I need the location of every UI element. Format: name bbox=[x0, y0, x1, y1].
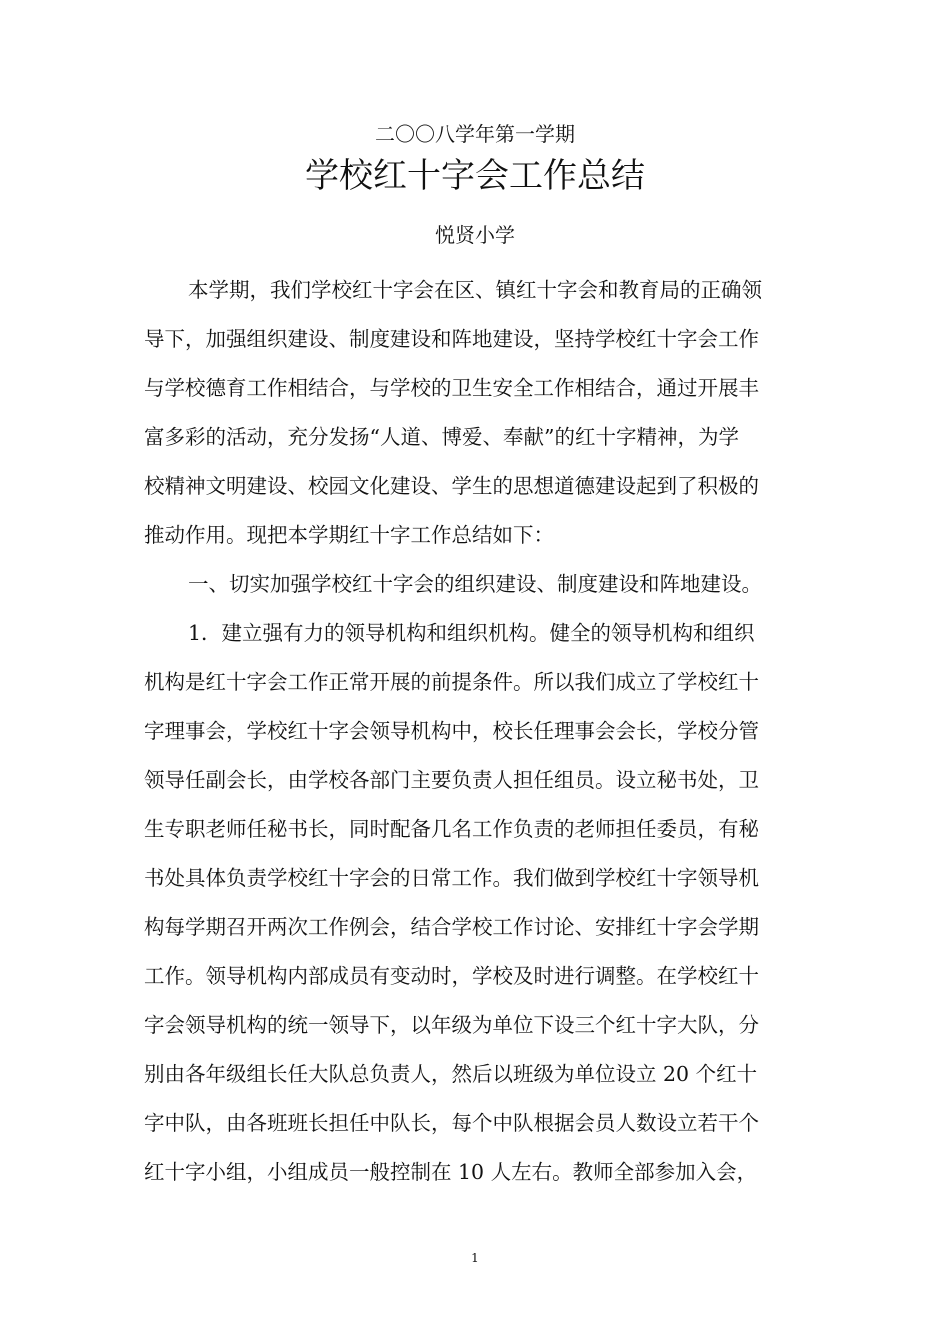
body-line: 生专职老师任秘书长，同时配备几名工作负责的老师担任委员，有秘 bbox=[144, 817, 759, 841]
body-line: 字中队，由各班班长担任中队长，每个中队根据会员人数设立若干个 bbox=[144, 1111, 759, 1135]
body-line: 红十字小组，小组成员一般控制在 10 人左右。教师全部参加入会， bbox=[144, 1160, 758, 1184]
page-number: 1 bbox=[471, 1251, 479, 1265]
body-line: 构每学期召开两次工作例会，结合学校工作讨论、安排红十字会学期 bbox=[144, 915, 759, 939]
body-line: 工作。领导机构内部成员有变动时，学校及时进行调整。在学校红十 bbox=[144, 964, 759, 988]
body-line: 推动作用。现把本学期红十字工作总结如下： bbox=[144, 523, 554, 547]
body-line: 与学校德育工作相结合，与学校的卫生安全工作相结合，通过开展丰 bbox=[144, 376, 759, 400]
body-line: 本学期，我们学校红十字会在区、镇红十字会和教育局的正确领 bbox=[188, 278, 762, 302]
body-line: 别由各年级组长任大队总负责人，然后以班级为单位设立 20 个红十 bbox=[144, 1062, 758, 1086]
body-line: 字会领导机构的统一领导下，以年级为单位下设三个红十字大队，分 bbox=[144, 1013, 759, 1037]
body-line: 机构是红十字会工作正常开展的前提条件。所以我们成立了学校红十 bbox=[144, 670, 759, 694]
body-line: 领导任副会长，由学校各部门主要负责人担任组员。设立秘书处，卫 bbox=[144, 768, 759, 792]
school-name: 悦贤小学 bbox=[435, 223, 515, 247]
body-line: 1．建立强有力的领导机构和组织机构。健全的领导机构和组织 bbox=[188, 621, 755, 645]
body-line: 校精神文明建设、校园文化建设、学生的思想道德建设起到了积极的 bbox=[144, 474, 759, 498]
document-body bbox=[144, 266, 810, 1197]
section-heading: 一、切实加强学校红十字会的组织建设、制度建设和阵地建设。 bbox=[188, 572, 762, 596]
document-title: 学校红十字会工作总结 bbox=[305, 156, 645, 196]
body-line: 书处具体负责学校红十字会的日常工作。我们做到学校红十字领导机 bbox=[144, 866, 759, 890]
document-subtitle: 二〇〇八学年第一学期 bbox=[375, 122, 575, 146]
body-line: 导下，加强组织建设、制度建设和阵地建设，坚持学校红十字会工作 bbox=[144, 327, 759, 351]
body-line: 字理事会，学校红十字会领导机构中，校长任理事会会长，学校分管 bbox=[144, 719, 759, 743]
body-line: 富多彩的活动，充分发扬“人道、博爱、奉献”的红十字精神，为学 bbox=[144, 425, 739, 449]
